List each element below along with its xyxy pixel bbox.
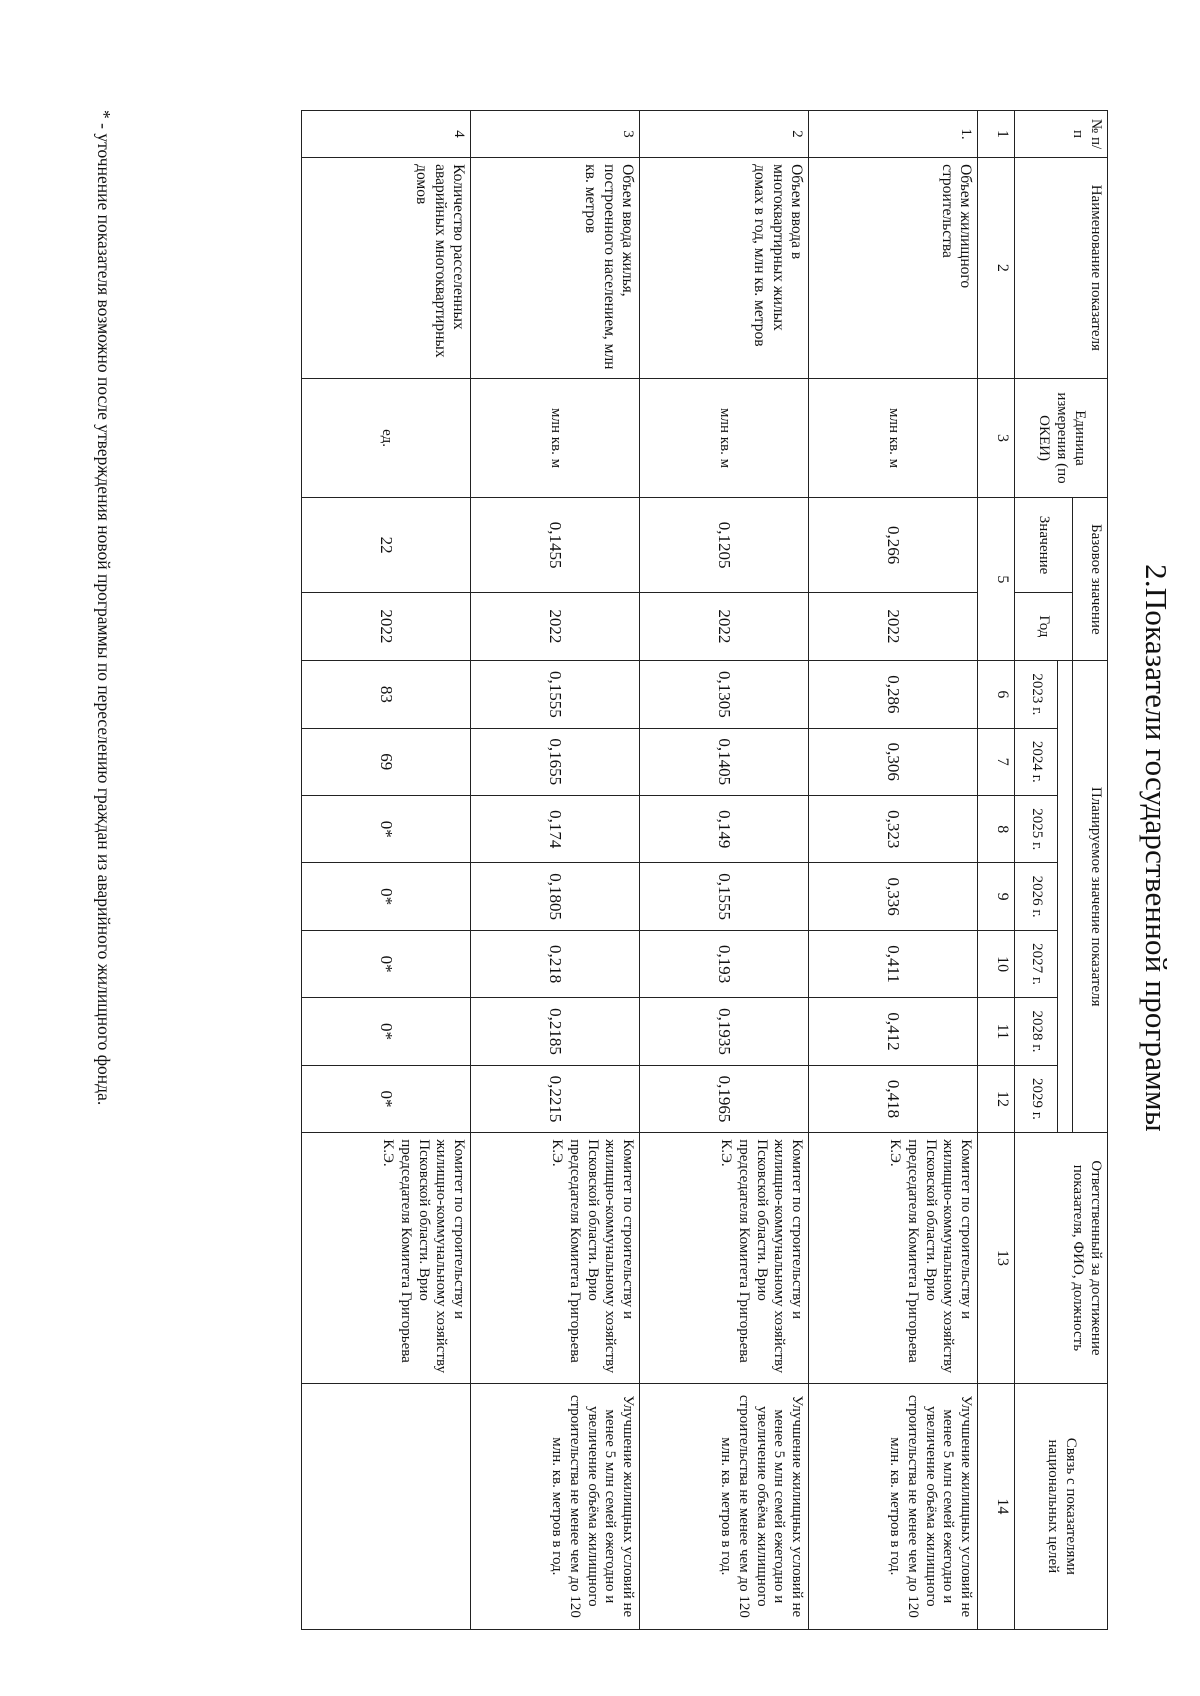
header-year-2026: 2026 г. bbox=[1015, 863, 1058, 930]
row-value-2026: 0,336 bbox=[809, 863, 978, 930]
row-value-2024: 0,1405 bbox=[640, 728, 809, 795]
row-num: 3 bbox=[471, 111, 640, 158]
row-unit: ед. bbox=[302, 378, 471, 498]
row-link bbox=[302, 1383, 471, 1629]
row-value-2029: 0* bbox=[302, 1065, 471, 1133]
index-cell: 7 bbox=[978, 728, 1015, 795]
index-cell: 8 bbox=[978, 796, 1015, 863]
row-value-2027: 0,193 bbox=[640, 930, 809, 997]
column-index-row bbox=[978, 111, 1015, 1630]
index-cell: 3 bbox=[978, 378, 1015, 498]
row-value-2028: 0,2185 bbox=[471, 998, 640, 1065]
row-name: Количество расселенных аварийных многоквартирных домов bbox=[302, 158, 471, 379]
row-value-2025: 0* bbox=[302, 796, 471, 863]
row-value-2023: 0,1305 bbox=[640, 661, 809, 728]
row-value-2023: 83 bbox=[302, 661, 471, 728]
row-responsible: Комитет по строительству и жилищно-коммунальному хозяйству Псковской области. Врио председателя Комитета Григорьева К.Э. bbox=[471, 1133, 640, 1383]
table-row bbox=[809, 111, 978, 1630]
document-title: 2.Показатели государственной программы bbox=[1139, 564, 1174, 1132]
table-row bbox=[471, 111, 640, 1630]
header-base-year: Год bbox=[1015, 592, 1073, 661]
row-name: Объем жилищного строительства bbox=[809, 158, 978, 379]
header-year-2029: 2029 г. bbox=[1015, 1065, 1058, 1133]
row-responsible: Комитет по строительству и жилищно-коммунальному хозяйству Псковской области. Врио председателя Комитета Григорьева К.Э. bbox=[302, 1133, 471, 1383]
header-year-2025: 2025 г. bbox=[1015, 796, 1058, 863]
row-num: 2 bbox=[640, 111, 809, 158]
index-cell: 5 bbox=[978, 498, 1015, 661]
row-name: Объем ввода в многоквартирных жилых домах в год, млн кв. метров bbox=[640, 158, 809, 379]
row-value-2026: 0,1555 bbox=[640, 863, 809, 930]
header-num: № п/п bbox=[1015, 111, 1108, 158]
row-value-2023: 0,286 bbox=[809, 661, 978, 728]
row-unit: млн кв. м bbox=[640, 378, 809, 498]
row-base-year: 2022 bbox=[640, 592, 809, 661]
row-base-year: 2022 bbox=[809, 592, 978, 661]
index-cell: 13 bbox=[978, 1133, 1015, 1383]
row-value-2025: 0,149 bbox=[640, 796, 809, 863]
row-value-2024: 0,306 bbox=[809, 728, 978, 795]
index-cell: 10 bbox=[978, 930, 1015, 997]
row-base-value: 0,1455 bbox=[471, 498, 640, 592]
row-base-value: 22 bbox=[302, 498, 471, 592]
index-cell: 12 bbox=[978, 1065, 1015, 1133]
row-name: Объем ввода жилья, построенного населением, млн кв. метров bbox=[471, 158, 640, 379]
row-value-2028: 0,1935 bbox=[640, 998, 809, 1065]
row-base-year: 2022 bbox=[302, 592, 471, 661]
row-link: Улучшение жилищных условий не менее 5 млн семей ежегодно и увеличение объёма жилищного строительства не менее чем до 120 млн. кв. метров в год. bbox=[640, 1383, 809, 1629]
row-value-2027: 0,218 bbox=[471, 930, 640, 997]
header-base-value: Значение bbox=[1015, 498, 1073, 592]
index-cell: 1 bbox=[978, 111, 1015, 158]
row-base-value: 0,266 bbox=[809, 498, 978, 592]
header-planned-spacer bbox=[1058, 661, 1073, 1133]
row-unit: млн кв. м bbox=[471, 378, 640, 498]
row-value-2024: 0,1655 bbox=[471, 728, 640, 795]
row-base-value: 0,1205 bbox=[640, 498, 809, 592]
index-cell: 11 bbox=[978, 998, 1015, 1065]
header-name: Наименование показателя bbox=[1015, 158, 1108, 379]
header-year-2024: 2024 г. bbox=[1015, 728, 1058, 795]
row-value-2029: 0,2215 bbox=[471, 1065, 640, 1133]
row-value-2029: 0,418 bbox=[809, 1065, 978, 1133]
row-unit: млн кв. м bbox=[809, 378, 978, 498]
row-value-2026: 0,1805 bbox=[471, 863, 640, 930]
header-unit: Единица измерения (по ОКЕИ) bbox=[1015, 378, 1108, 498]
row-link: Улучшение жилищных условий не менее 5 млн семей ежегодно и увеличение объёма жилищного строительства не менее чем до 120 млн. кв. метров в год. bbox=[809, 1383, 978, 1629]
row-value-2023: 0,1555 bbox=[471, 661, 640, 728]
row-value-2029: 0,1965 bbox=[640, 1065, 809, 1133]
table-row bbox=[302, 111, 471, 1630]
header-responsible: Ответственный за достижение показателя, ФИО, должность bbox=[1015, 1133, 1108, 1383]
header-year-2028: 2028 г. bbox=[1015, 998, 1058, 1065]
row-value-2027: 0* bbox=[302, 930, 471, 997]
row-responsible: Комитет по строительству и жилищно-коммунальному хозяйству Псковской области. Врио председателя Комитета Григорьева К.Э. bbox=[640, 1133, 809, 1383]
row-link: Улучшение жилищных условий не менее 5 млн семей ежегодно и увеличение объёма жилищного строительства не менее чем до 120 млн. кв. метров в год. bbox=[471, 1383, 640, 1629]
header-row-1 bbox=[1073, 111, 1108, 1630]
row-value-2028: 0* bbox=[302, 998, 471, 1065]
row-responsible: Комитет по строительству и жилищно-коммунальному хозяйству Псковской области. Врио председателя Комитета Григорьева К.Э. bbox=[809, 1133, 978, 1383]
row-value-2024: 69 bbox=[302, 728, 471, 795]
header-base: Базовое значение bbox=[1073, 498, 1108, 661]
row-value-2026: 0* bbox=[302, 863, 471, 930]
index-cell: 14 bbox=[978, 1383, 1015, 1629]
index-cell: 6 bbox=[978, 661, 1015, 728]
index-cell: 9 bbox=[978, 863, 1015, 930]
row-base-year: 2022 bbox=[471, 592, 640, 661]
row-value-2027: 0,411 bbox=[809, 930, 978, 997]
index-cell: 2 bbox=[978, 158, 1015, 379]
header-year-2023: 2023 г. bbox=[1015, 661, 1058, 728]
indicators-table bbox=[301, 110, 1108, 1630]
row-value-2028: 0,412 bbox=[809, 998, 978, 1065]
header-link: Связь с показателями национальных целей bbox=[1015, 1383, 1108, 1629]
header-year-2027: 2027 г. bbox=[1015, 930, 1058, 997]
row-value-2025: 0,174 bbox=[471, 796, 640, 863]
footnote: * - уточнение показателя возможно после утверждения новой программы по переселению граждан из аварийного жилищного фонда. bbox=[94, 110, 114, 1106]
row-num: 1. bbox=[809, 111, 978, 158]
row-num: 4 bbox=[302, 111, 471, 158]
table-row bbox=[640, 111, 809, 1630]
header-planned: Планируемое значение показателя bbox=[1073, 661, 1108, 1133]
row-value-2025: 0,323 bbox=[809, 796, 978, 863]
